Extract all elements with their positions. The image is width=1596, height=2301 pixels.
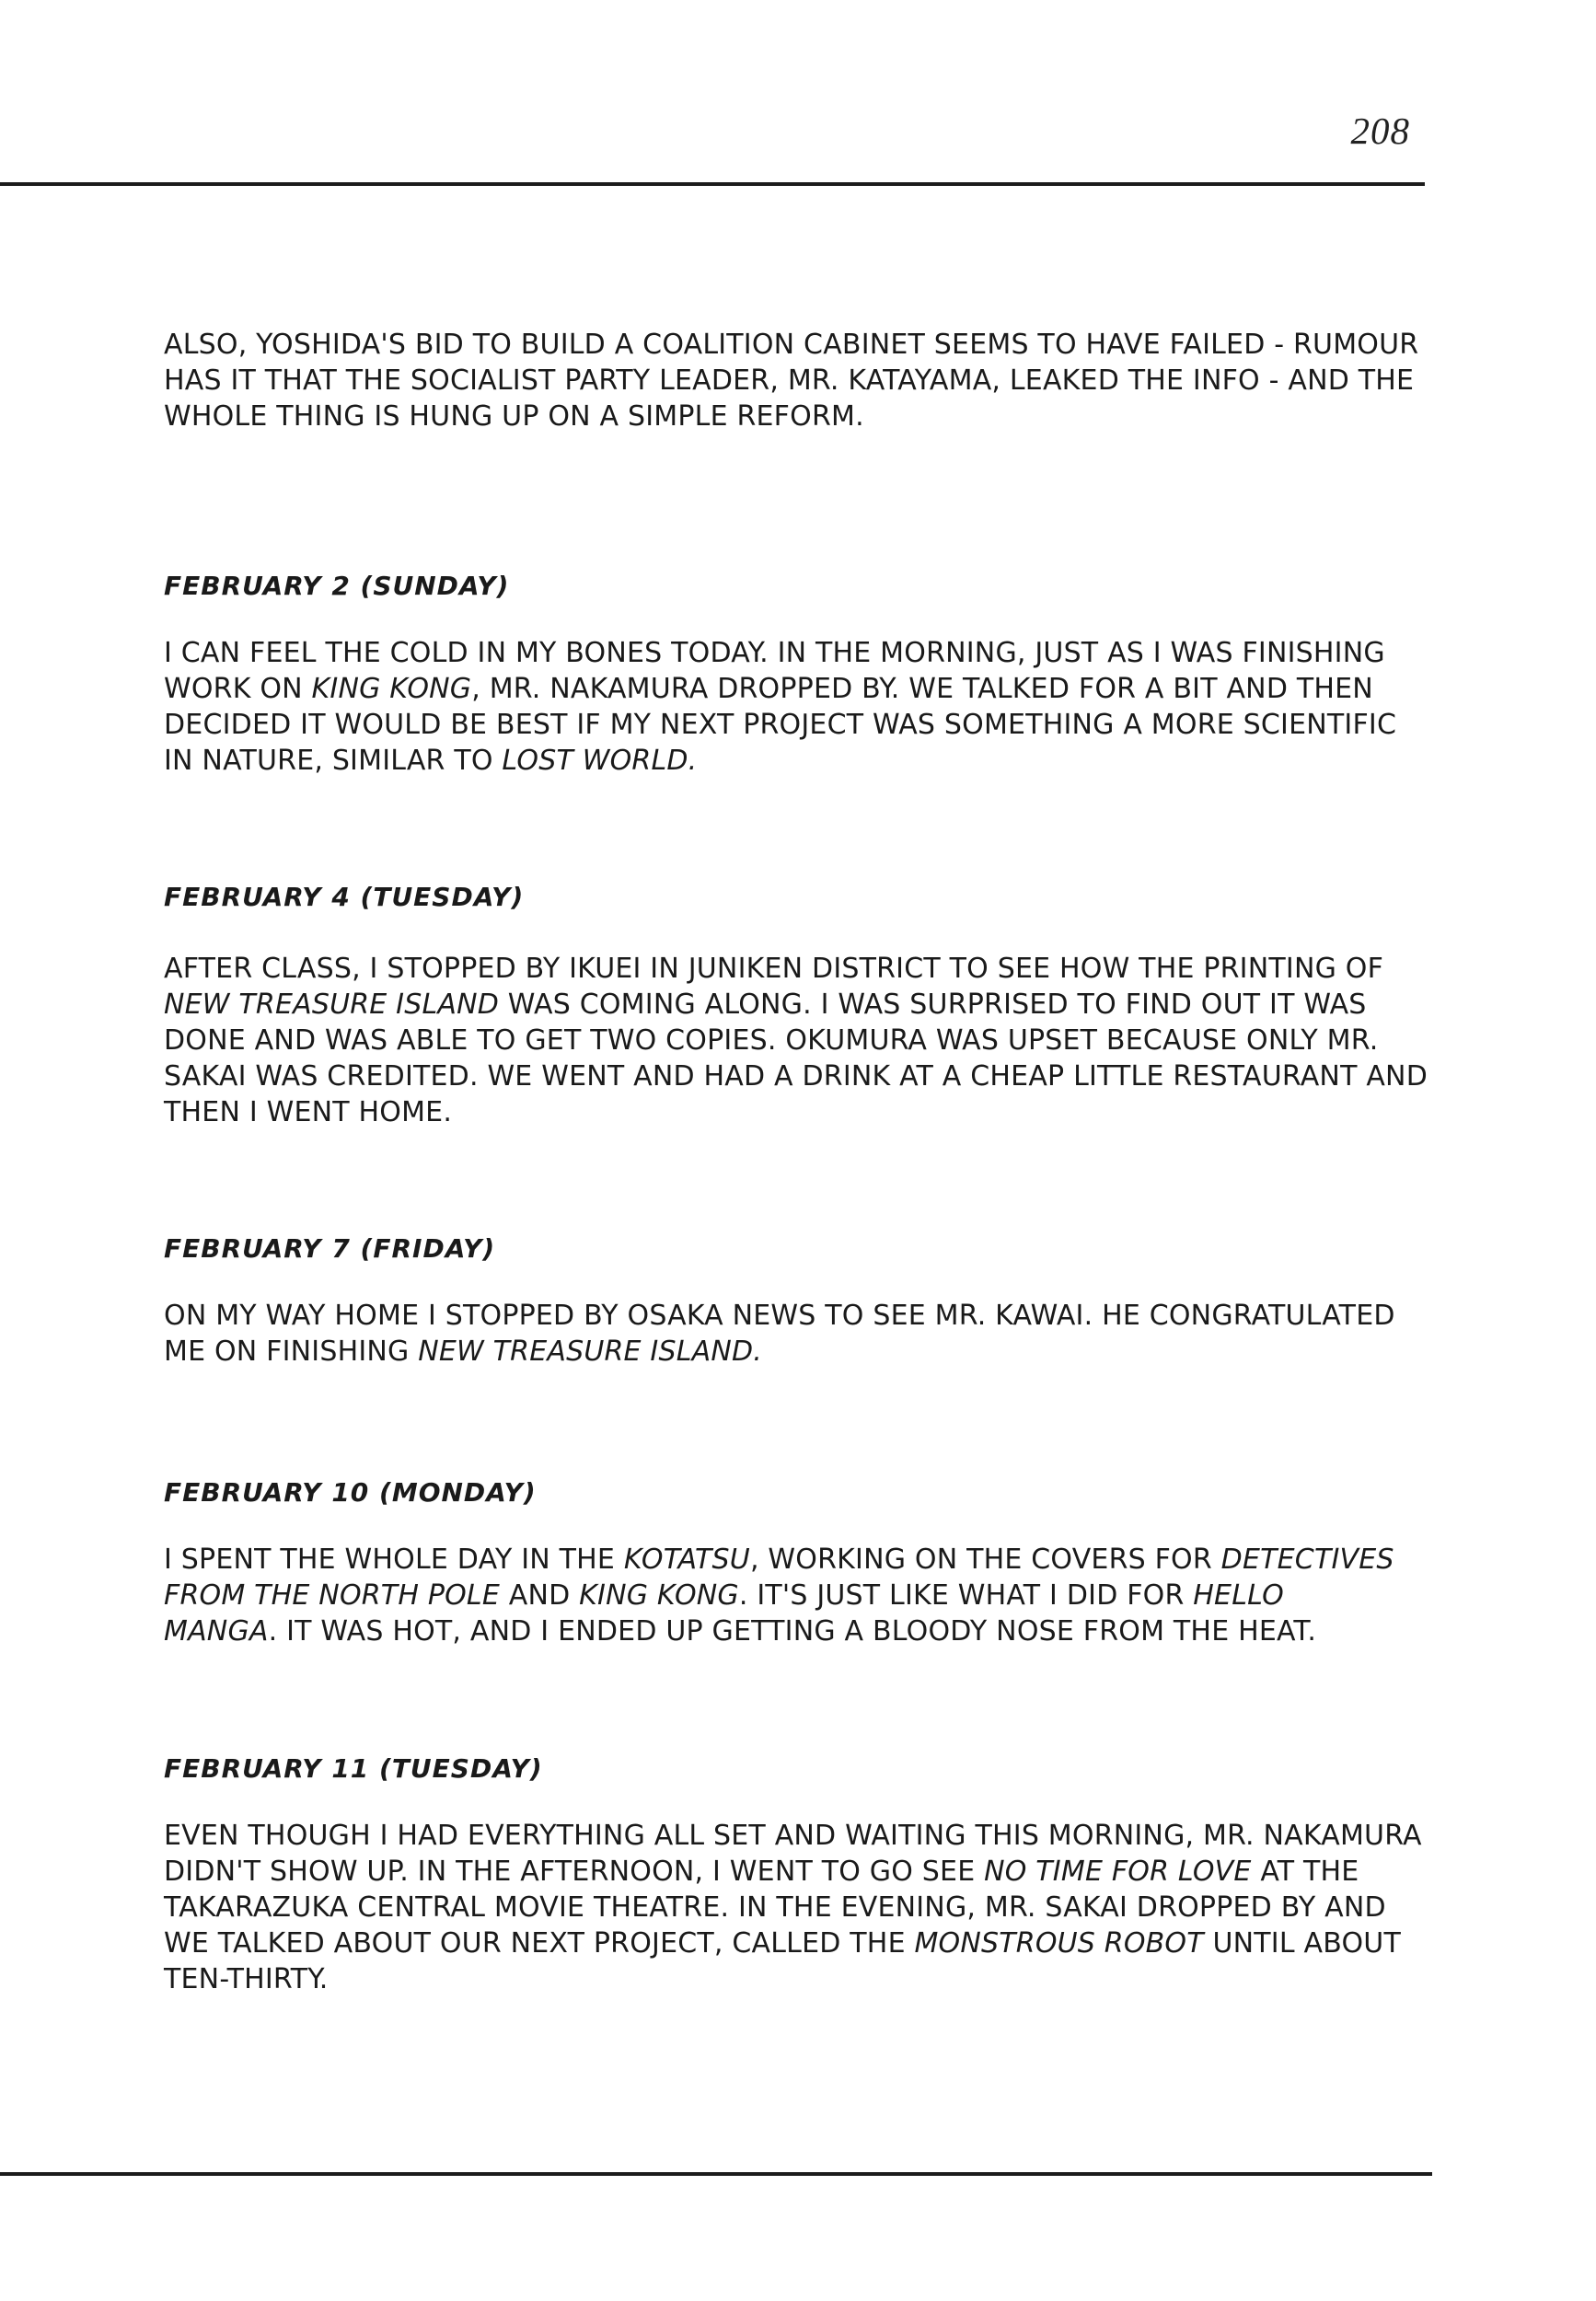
top-rule <box>0 182 1425 186</box>
entry-line: DONE AND WAS ABLE TO GET TWO COPIES. OKUMURA WAS UPSET BECAUSE ONLY MR. <box>164 1024 1379 1057</box>
bottom-rule <box>0 2172 1432 2176</box>
work-title: NO TIME FOR LOVE <box>984 1856 1252 1888</box>
intro-line: ALSO, YOSHIDA'S BID TO BUILD A COALITION CABINET SEEMS TO HAVE FAILED - RUMOUR <box>164 329 1419 361</box>
work-title: KING KONG <box>579 1579 739 1612</box>
work-title: DETECTIVES <box>1220 1544 1394 1576</box>
text-run: , MR. NAKAMURA DROPPED BY. WE TALKED FOR A BIT AND THEN <box>471 673 1373 705</box>
text-run: DIDN'T SHOW UP. IN THE AFTERNOON, I WENT TO GO SEE <box>164 1856 985 1888</box>
entry-paragraph <box>164 1542 1489 1649</box>
entry-line: AFTER CLASS, I STOPPED BY IKUEI IN JUNIKEN DISTRICT TO SEE HOW THE PRINTING OF <box>164 953 1384 985</box>
page-number: 208 <box>1350 110 1410 152</box>
intro-line: WHOLE THING IS HUNG UP ON A SIMPLE REFORM. <box>164 400 864 433</box>
text-run: WAS COMING ALONG. I WAS SURPRISED TO FIND OUT IT WAS <box>499 989 1367 1021</box>
text-run: AT THE <box>1251 1856 1359 1888</box>
entry-line <box>164 743 1489 779</box>
text-run: . IT WAS HOT, AND I ENDED UP GETTING A BLOODY NOSE FROM THE HEAT. <box>268 1615 1317 1648</box>
entry-date: FEBRUARY 10 (MONDAY) <box>164 1477 537 1508</box>
work-title: NEW TREASURE ISLAND. <box>418 1336 763 1368</box>
intro-line: HAS IT THAT THE SOCIALIST PARTY LEADER, MR. KATAYAMA, LEAKED THE INFO - AND THE <box>164 364 1415 397</box>
entry-date: FEBRUARY 4 (TUESDAY) <box>164 882 525 912</box>
entry-date: FEBRUARY 11 (TUESDAY) <box>164 1753 543 1784</box>
text-run: , WORKING ON THE COVERS FOR <box>749 1544 1221 1576</box>
entry-line: DECIDED IT WOULD BE BEST IF MY NEXT PROJECT WAS SOMETHING A MORE SCIENTIFIC <box>164 709 1397 741</box>
entry-paragraph <box>164 1298 1489 1370</box>
work-title: KING KONG <box>311 673 472 705</box>
entry-paragraph <box>164 635 1489 779</box>
text-run: UNTIL ABOUT <box>1203 1927 1401 1960</box>
text-run: WORK ON <box>164 673 312 705</box>
entry-date: FEBRUARY 7 (FRIDAY) <box>164 1233 496 1264</box>
entry-line <box>164 987 1489 1023</box>
text-run: . IT'S JUST LIKE WHAT I DID FOR <box>738 1579 1194 1612</box>
work-title: KOTATSU <box>623 1544 750 1576</box>
text-run: IN NATURE, SIMILAR TO <box>164 745 503 777</box>
text-run: AND <box>500 1579 580 1612</box>
entry-line <box>164 1925 1489 1961</box>
text-run: WE TALKED ABOUT OUR NEXT PROJECT, CALLED THE <box>164 1927 915 1960</box>
entry-line <box>164 1334 1489 1370</box>
entry-paragraph <box>164 1818 1489 1997</box>
entry-paragraph <box>164 951 1489 1130</box>
entry-date: FEBRUARY 2 (SUNDAY) <box>164 571 510 601</box>
work-title: MONSTROUS ROBOT <box>914 1927 1204 1960</box>
work-title: FROM THE NORTH POLE <box>164 1579 501 1612</box>
entry-line: I CAN FEEL THE COLD IN MY BONES TODAY. IN THE MORNING, JUST AS I WAS FINISHING <box>164 637 1385 669</box>
work-title: HELLO <box>1193 1579 1284 1612</box>
entry-line <box>164 1613 1489 1649</box>
work-title: MANGA <box>164 1615 269 1648</box>
work-title: NEW TREASURE ISLAND <box>164 989 500 1021</box>
entry-line: TEN-THIRTY. <box>164 1963 329 1995</box>
text-run: I SPENT THE WHOLE DAY IN THE <box>164 1544 624 1576</box>
entry-line <box>164 1854 1489 1890</box>
entry-line: SAKAI WAS CREDITED. WE WENT AND HAD A DRINK AT A CHEAP LITTLE RESTAURANT AND <box>164 1060 1428 1093</box>
entry-line: EVEN THOUGH I HAD EVERYTHING ALL SET AND WAITING THIS MORNING, MR. NAKAMURA <box>164 1820 1422 1852</box>
entry-line: TAKARAZUKA CENTRAL MOVIE THEATRE. IN THE EVENING, MR. SAKAI DROPPED BY AND <box>164 1891 1386 1924</box>
entry-line: ON MY WAY HOME I STOPPED BY OSAKA NEWS TO SEE MR. KAWAI. HE CONGRATULATED <box>164 1300 1395 1332</box>
entry-line <box>164 671 1489 707</box>
entry-line <box>164 1542 1489 1578</box>
entry-line: THEN I WENT HOME. <box>164 1096 453 1128</box>
entry-line <box>164 1578 1489 1613</box>
text-run: ME ON FINISHING <box>164 1336 419 1368</box>
work-title: LOST WORLD. <box>502 745 698 777</box>
intro-paragraph <box>164 327 1489 434</box>
